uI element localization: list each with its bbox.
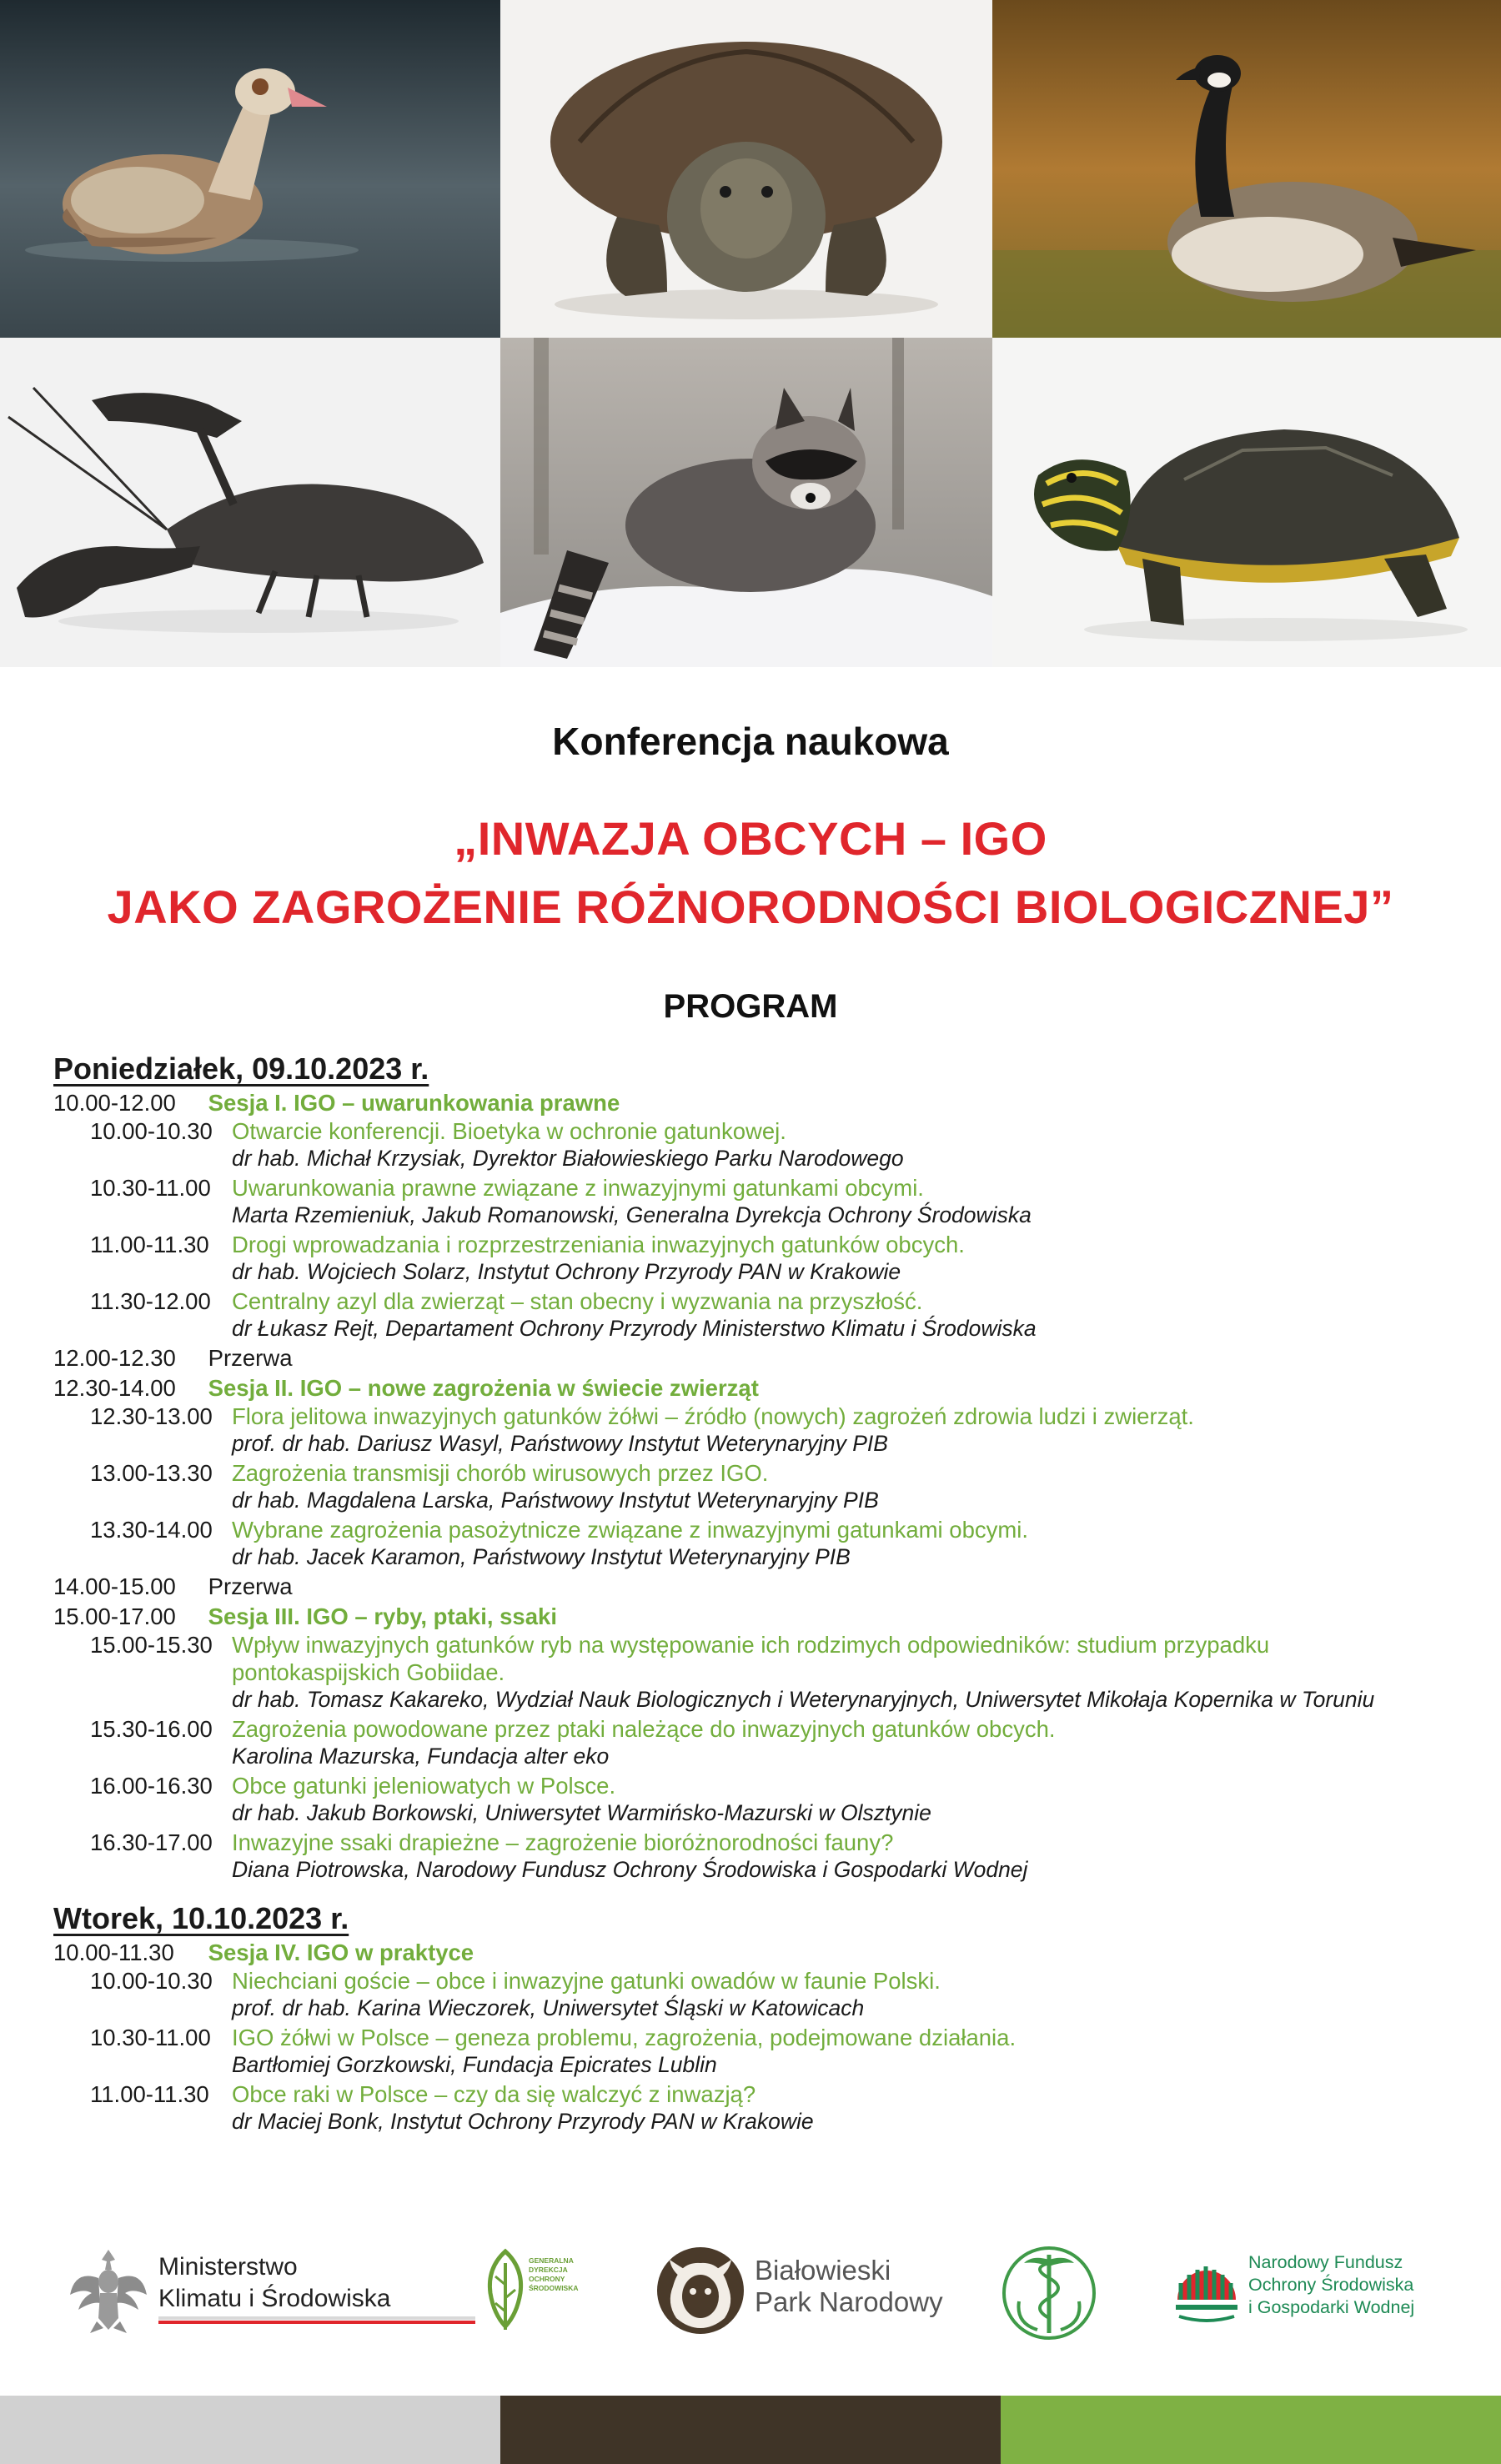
- talk-title: Obce raki w Polsce – czy da się walczyć z inwazją?: [232, 2081, 756, 2107]
- day-heading: Poniedziałek, 09.10.2023 r.: [53, 1051, 429, 1086]
- nfos-name-line-2: Ochrony Środowiska: [1248, 2275, 1414, 2295]
- eagle-emblem-icon: [67, 2245, 150, 2336]
- gdos-name-line: ŚRODOWISKA: [529, 2284, 579, 2292]
- bpn-name-line-1: Białowieski: [755, 2255, 891, 2286]
- talk-time: 10.00-10.30: [90, 1968, 213, 1994]
- flag-stripe-red: [158, 2321, 475, 2324]
- leaf-emblem-icon: [482, 2243, 529, 2335]
- caduceus-emblem-icon: [999, 2243, 1099, 2343]
- talk-speaker: dr hab. Wojciech Solarz, Instytut Ochrony Przyrody PAN w Krakowie: [232, 1259, 901, 1284]
- talk-item: [53, 1967, 1471, 2022]
- gdos-name-line: GENERALNA: [529, 2256, 574, 2265]
- footer-segment-gray: [0, 2396, 500, 2464]
- talk-item: [53, 1631, 1471, 1714]
- nfos-name: [1248, 2251, 1414, 2319]
- session-name: Sesja IV. IGO w praktyce: [208, 1940, 474, 1965]
- bpn-name: [755, 2255, 943, 2318]
- talk-speaker: dr Maciej Bonk, Instytut Ochrony Przyrody PAN w Krakowie: [232, 2109, 814, 2134]
- session-name: Sesja III. IGO – ryby, ptaki, ssaki: [208, 1603, 557, 1629]
- nfos-name-line-1: Narodowy Fundusz: [1248, 2252, 1403, 2272]
- session-time: 12.30-14.00: [53, 1375, 176, 1401]
- footer-segment-brown: [500, 2396, 1001, 2464]
- ministry-name: [158, 2251, 390, 2315]
- talk-title: Uwarunkowania prawne związane z inwazyjnymi gatunkami obcymi.: [232, 1175, 924, 1201]
- talk-title: Flora jelitowa inwazyjnych gatunków żółwi – źródło (nowych) zagrożeń zdrowia ludzi i zwierząt.: [232, 1403, 1194, 1429]
- talk-title: Drogi wprowadzania i rozprzestrzeniania inwazyjnych gatunków obcych.: [232, 1232, 965, 1257]
- talk-item: [53, 1715, 1471, 1770]
- schedule: [53, 1049, 1471, 2137]
- break-label: Przerwa: [208, 1345, 293, 1371]
- conference-title-line-1: „INWAZJA OBCYCH – IGO: [454, 812, 1047, 865]
- break-time: 14.00-15.00: [53, 1573, 176, 1599]
- session-name: Sesja II. IGO – nowe zagrożenia w świecie zwierząt: [208, 1375, 759, 1401]
- bpn-name-line-2: Park Narodowy: [755, 2286, 943, 2317]
- talk-time: 10.30-11.00: [90, 1175, 211, 1201]
- footer-segment-green: [1001, 2396, 1501, 2464]
- talk-time: 15.00-15.30: [90, 1632, 213, 1658]
- talk-item: [53, 1174, 1471, 1229]
- photo-pond-slider: [992, 338, 1501, 667]
- break-label: Przerwa: [208, 1573, 293, 1599]
- nfos-name-line-3: i Gospodarki Wodnej: [1248, 2297, 1415, 2317]
- talk-item: [53, 1516, 1471, 1571]
- photo-egyptian-goose: [0, 0, 500, 338]
- talk-item: [53, 1459, 1471, 1514]
- nfosigw-emblem-icon: [1169, 2241, 1244, 2333]
- session-time: 15.00-17.00: [53, 1603, 176, 1629]
- logo-veterinary: [999, 2243, 1099, 2343]
- talk-speaker: Karolina Mazurska, Fundacja alter eko: [232, 1744, 610, 1769]
- break-time: 12.00-12.30: [53, 1345, 176, 1371]
- talk-item: [53, 1772, 1471, 1827]
- gdos-name-line: OCHRONY: [529, 2275, 565, 2283]
- photo-grid: [0, 0, 1501, 667]
- talk-time: 11.00-11.30: [90, 1232, 209, 1257]
- gdos-name: [529, 2256, 587, 2293]
- logo-nfosigw: [1169, 2241, 1444, 2341]
- session-row: [53, 1089, 1471, 1117]
- talk-time: 16.00-16.30: [90, 1773, 213, 1799]
- talk-speaker: dr hab. Tomasz Kakareko, Wydział Nauk Biologicznych i Weterynaryjnych, Uniwersytet Mikołaja Kopernika w Toruniu: [232, 1687, 1375, 1712]
- talk-speaker: prof. dr hab. Dariusz Wasyl, Państwowy Instytut Weterynaryjny PIB: [232, 1431, 888, 1456]
- logo-bialowieski-park: [655, 2245, 955, 2341]
- talk-title: Wpływ inwazyjnych gatunków ryb na występowanie ich rodzimych odpowiedników: studium przypadku pontokaspijskich Gobiidae.: [232, 1632, 1270, 1685]
- photo-snapping-turtle: [500, 0, 992, 338]
- photo-canada-goose: [992, 0, 1501, 338]
- gdos-name-line: DYREKCJA: [529, 2266, 568, 2274]
- logo-ministry-climate: [67, 2245, 417, 2345]
- conference-title: [0, 805, 1501, 941]
- bison-emblem-icon: [655, 2245, 746, 2336]
- talk-time: 12.30-13.00: [90, 1403, 213, 1429]
- partner-logos: [0, 2210, 1501, 2360]
- talk-speaker: Diana Piotrowska, Narodowy Fundusz Ochrony Środowiska i Gospodarki Wodnej: [232, 1857, 1028, 1882]
- talk-speaker: Marta Rzemieniuk, Jakub Romanowski, Generalna Dyrekcja Ochrony Środowiska: [232, 1202, 1032, 1227]
- talk-time: 16.30-17.00: [90, 1829, 213, 1855]
- session-row: [53, 1374, 1471, 1403]
- photo-raccoon: [500, 338, 992, 667]
- session-row: [53, 1603, 1471, 1631]
- talk-item: [53, 1117, 1471, 1172]
- talk-title: Inwazyjne ssaki drapieżne – zagrożenie bioróżnorodności fauny?: [232, 1829, 894, 1855]
- talk-speaker: dr hab. Magdalena Larska, Państwowy Instytut Weterynaryjny PIB: [232, 1488, 879, 1513]
- day-heading: Wtorek, 10.10.2023 r.: [53, 1901, 349, 1935]
- session-row: [53, 1939, 1471, 1967]
- session-time: 10.00-11.30: [53, 1940, 174, 1965]
- photo-crayfish: [0, 338, 500, 667]
- talk-time: 13.30-14.00: [90, 1517, 213, 1543]
- conference-title-line-2: JAKO ZAGROŻENIE RÓŻNORODNOŚCI BIOLOGICZNEJ”: [107, 881, 1394, 933]
- talk-time: 10.30-11.00: [90, 2025, 211, 2050]
- talk-title: Niechciani goście – obce i inwazyjne gatunki owadów w faunie Polski.: [232, 1968, 941, 1994]
- talk-item: [53, 2080, 1471, 2135]
- talk-item: [53, 1403, 1471, 1458]
- session-name: Sesja I. IGO – uwarunkowania prawne: [208, 1090, 620, 1116]
- logo-gdos: [482, 2243, 590, 2343]
- talk-title: IGO żółwi w Polsce – geneza problemu, zagrożenia, podejmowane działania.: [232, 2025, 1017, 2050]
- talk-title: Obce gatunki jeleniowatych w Polsce.: [232, 1773, 616, 1799]
- talk-title: Centralny azyl dla zwierząt – stan obecny i wyzwania na przyszłość.: [232, 1288, 923, 1314]
- ministry-name-line-2: Klimatu i Środowiska: [158, 2285, 391, 2312]
- talk-title: Wybrane zagrożenia pasożytnicze związane z inwazyjnymi gatunkami obcymi.: [232, 1517, 1029, 1543]
- talk-time: 11.00-11.30: [90, 2081, 209, 2107]
- talk-speaker: dr hab. Jakub Borkowski, Uniwersytet Warmińsko-Mazurski w Olsztynie: [232, 1800, 931, 1825]
- conference-kicker: Konferencja naukowa: [552, 720, 949, 763]
- footer-color-bar: [0, 2396, 1501, 2464]
- talk-title: Zagrożenia powodowane przez ptaki należące do inwazyjnych gatunków obcych.: [232, 1716, 1056, 1742]
- talk-speaker: dr hab. Jacek Karamon, Państwowy Instytut Weterynaryjny PIB: [232, 1544, 851, 1569]
- program-heading: PROGRAM: [663, 988, 838, 1025]
- talk-time: 15.30-16.00: [90, 1716, 213, 1742]
- talk-item: [53, 1829, 1471, 1884]
- break-row: [53, 1573, 1471, 1601]
- talk-time: 11.30-12.00: [90, 1288, 211, 1314]
- talk-item: [53, 1287, 1471, 1342]
- talk-title: Otwarcie konferencji. Bioetyka w ochronie gatunkowej.: [232, 1118, 786, 1144]
- flag-stripe-white: [158, 2316, 475, 2320]
- talk-item: [53, 2024, 1471, 2079]
- ministry-name-line-1: Ministerstwo: [158, 2253, 298, 2281]
- talk-time: 10.00-10.30: [90, 1118, 213, 1144]
- talk-speaker: dr Łukasz Rejt, Departament Ochrony Przyrody Ministerstwo Klimatu i Środowiska: [232, 1316, 1037, 1341]
- talk-speaker: dr hab. Michał Krzysiak, Dyrektor Białowieskiego Parku Narodowego: [232, 1146, 904, 1171]
- talk-item: [53, 1231, 1471, 1286]
- session-time: 10.00-12.00: [53, 1090, 176, 1116]
- talk-title: Zagrożenia transmisji chorób wirusowych przez IGO.: [232, 1460, 769, 1486]
- break-row: [53, 1344, 1471, 1373]
- talk-time: 13.00-13.30: [90, 1460, 213, 1486]
- talk-speaker: prof. dr hab. Karina Wieczorek, Uniwersytet Śląski w Katowicach: [232, 1995, 865, 2020]
- talk-speaker: Bartłomiej Gorzkowski, Fundacja Epicrates Lublin: [232, 2052, 717, 2077]
